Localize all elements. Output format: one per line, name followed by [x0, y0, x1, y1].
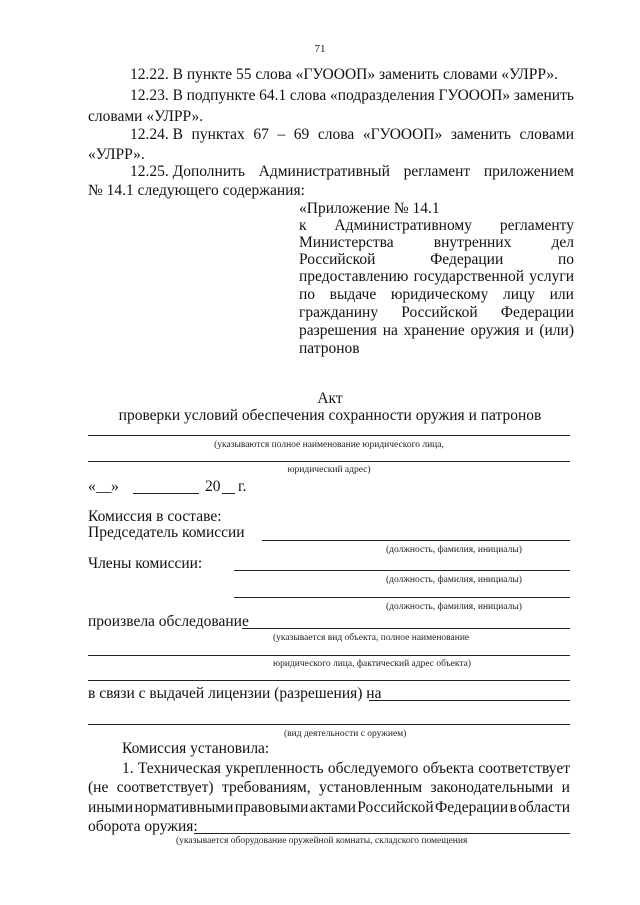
object-line-2[interactable]: [88, 680, 570, 681]
word: иными: [88, 799, 134, 816]
member-line-2[interactable]: [234, 597, 570, 598]
appendix-title: «Приложение № 14.1: [299, 200, 440, 217]
word: пунктах: [191, 126, 245, 143]
date-year-line[interactable]: [222, 493, 235, 494]
appendix-line-5: [299, 286, 574, 304]
word: Федерации: [434, 799, 509, 816]
word: Российской: [357, 799, 434, 816]
finding-1-line4: оборота оружия:: [88, 818, 198, 835]
finding-1-line2: [88, 779, 570, 797]
caption-position-3: (должность, фамилия, инициалы): [386, 602, 522, 612]
date-open-quote: «: [88, 478, 96, 495]
appendix-line-7: [299, 322, 574, 340]
members-label: Члены комиссии:: [88, 555, 203, 572]
item-12-22: 12.22. В пункте 55 слова «ГУОООП» заменить словами «УЛРР».: [130, 66, 559, 83]
word: соответствует): [116, 779, 214, 796]
word: актами: [309, 799, 356, 816]
page-number: 71: [314, 43, 326, 55]
finding-1-line3: [88, 799, 570, 817]
word: 12.23. В: [130, 87, 183, 104]
word: Министерства: [299, 234, 394, 251]
date-close-quote: »: [111, 478, 119, 495]
caption-activity: (вид деятельности с оружием): [284, 729, 407, 739]
word: правовыми: [234, 799, 309, 816]
word: разрешения: [299, 322, 377, 339]
word: услуги: [529, 268, 574, 285]
word: требованиям,: [221, 779, 311, 796]
date-year-prefix: 20: [205, 478, 221, 495]
word: заменить: [513, 87, 574, 104]
word: и: [525, 322, 534, 339]
word: 69: [293, 126, 310, 143]
word: Федерации: [430, 251, 504, 268]
word: Техническая: [137, 760, 222, 777]
legal-name-line[interactable]: [88, 435, 570, 436]
caption-position-1: (должность, фамилия, инициалы): [386, 545, 522, 555]
inspection-label: произвела обследование: [88, 613, 249, 630]
word: укрепленность: [225, 760, 324, 777]
word: области: [518, 799, 570, 816]
word: лицу: [502, 286, 536, 303]
word: словами: [519, 126, 574, 143]
word: слова: [289, 87, 327, 104]
word: соответствует: [478, 760, 570, 777]
word: нормативными: [134, 799, 234, 816]
word: дел: [551, 234, 574, 251]
word: «ГУОООП»: [362, 126, 443, 143]
word: по: [557, 251, 574, 268]
caption-equipment: (указывается оборудование оружейной комнаты, складского помещения: [176, 836, 468, 846]
license-line[interactable]: [369, 700, 570, 701]
word: Административному: [334, 217, 472, 234]
address-line[interactable]: [88, 461, 570, 462]
word: предоставлению: [299, 268, 409, 285]
word: юридическому: [390, 286, 489, 303]
word: обследуемого: [327, 760, 419, 777]
word: или: [549, 286, 574, 303]
activity-line[interactable]: [88, 724, 570, 725]
item-12-24-line2: «УЛРР».: [88, 146, 145, 163]
appendix-line-4: [299, 268, 574, 286]
word: гражданину: [299, 304, 379, 321]
word: (не: [88, 779, 109, 796]
word: слова: [317, 126, 355, 143]
word: выдаче: [329, 286, 377, 303]
word: приложением: [483, 163, 574, 180]
appendix-line-6: [299, 304, 574, 322]
word: 1.: [122, 760, 134, 777]
word: Административный: [258, 163, 390, 180]
word: Российской: [401, 304, 478, 321]
appendix-line-8: патронов: [299, 340, 360, 357]
word: заменить: [450, 126, 511, 143]
word: установленным: [319, 779, 423, 796]
word: «подразделения: [329, 87, 435, 104]
date-year-suffix: г.: [238, 478, 247, 495]
act-subtitle: проверки условий обеспечения сохранности оружия и патронов: [118, 407, 542, 424]
word: регламенту: [499, 217, 574, 234]
equipment-line[interactable]: [194, 833, 570, 834]
caption-position-2: (должность, фамилия, инициалы): [386, 575, 522, 585]
item-12-24-line1: [130, 126, 574, 144]
word: внутренних: [433, 234, 512, 251]
item-12-25-line2: № 14.1 следующего содержания:: [88, 182, 305, 199]
word: объекта: [422, 760, 475, 777]
word: ГУОООП»: [438, 87, 511, 104]
chairman-line[interactable]: [262, 540, 570, 541]
object-line[interactable]: [88, 655, 570, 656]
item-12-23-line2: словами «УЛРР».: [88, 108, 204, 125]
finding-1-line1: [122, 760, 570, 778]
appendix-line-2: [299, 234, 574, 252]
caption-legal-name: (указываются полное наименование юридического лица,: [214, 440, 444, 450]
word: (или): [539, 322, 574, 339]
word: в: [509, 799, 517, 816]
word: и: [561, 779, 570, 796]
appendix-line-3: [299, 251, 574, 269]
word: государственной: [413, 268, 525, 285]
word: –: [277, 126, 286, 143]
date-month-line[interactable]: [133, 493, 199, 494]
word: законодательными: [430, 779, 554, 796]
item-12-23-line1: [130, 87, 574, 105]
caption-object-1: (указывается вид объекта, полное наименование: [273, 633, 470, 643]
member-line-1[interactable]: [234, 570, 570, 571]
date-day-blank[interactable]: __: [96, 478, 112, 495]
caption-address: юридический адрес): [287, 465, 371, 475]
commission-established: Комиссия установила:: [122, 740, 270, 757]
word: 64.1: [259, 87, 287, 104]
word: подпункте: [186, 87, 256, 104]
word: по: [299, 286, 316, 303]
word: оружия: [470, 322, 520, 339]
word: к: [299, 217, 307, 234]
word: Федерации: [500, 304, 574, 321]
inspection-line[interactable]: [242, 628, 570, 629]
commission-heading: Комиссия в составе:: [88, 508, 222, 525]
word: 12.24. В: [130, 126, 183, 143]
word: Российской: [299, 251, 376, 268]
license-label: в связи с выдачей лицензии (разрешения) на: [88, 685, 382, 702]
word: 12.25. Дополнить: [130, 163, 245, 180]
word: регламент: [403, 163, 471, 180]
word: на: [382, 322, 398, 339]
chairman-label: Председатель комиссии: [88, 524, 245, 541]
item-12-25-line1: [130, 163, 574, 181]
act-title: Акт: [317, 390, 343, 407]
word: хранение: [403, 322, 465, 339]
appendix-line-1: [299, 217, 574, 235]
word: 67: [253, 126, 269, 143]
caption-object-2: юридического лица, фактический адрес объекта): [273, 659, 472, 669]
